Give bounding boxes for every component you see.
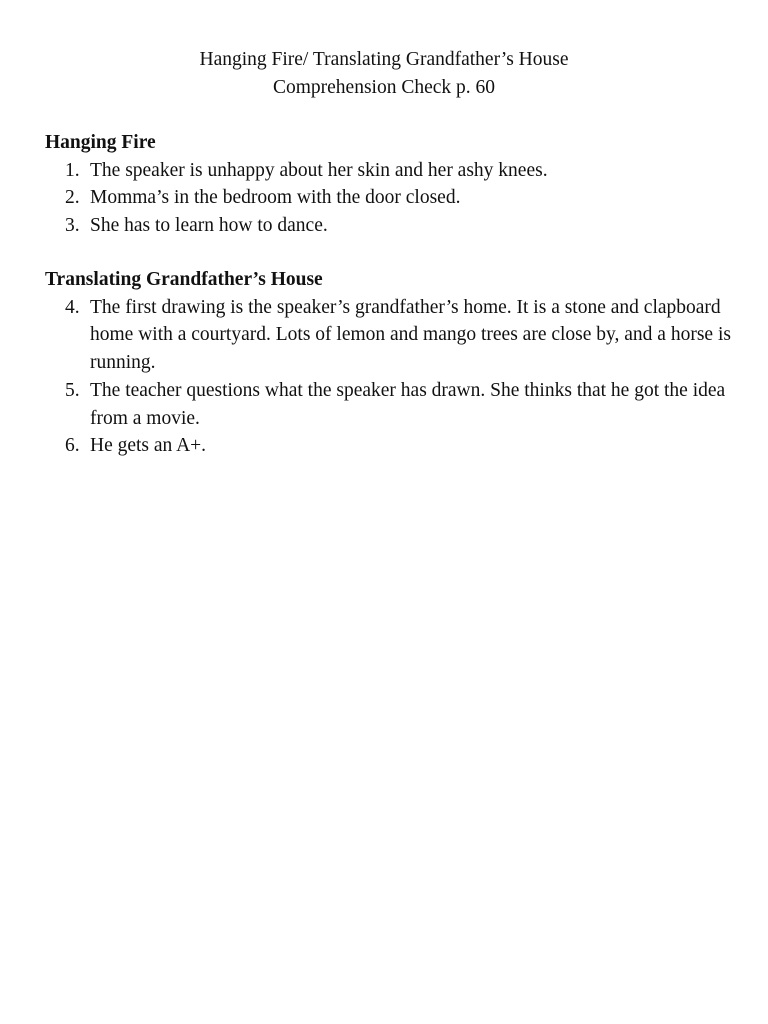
section-hanging-fire: [45, 129, 735, 240]
answer-list: [45, 157, 735, 240]
item-text: The teacher questions what the speaker has drawn. She thinks that he got the idea from a movie.: [90, 379, 726, 429]
list-item: [45, 377, 735, 432]
list-item: [45, 184, 735, 212]
item-number: 3.: [65, 215, 80, 237]
item-text: Momma’s in the bedroom with the door closed.: [90, 187, 461, 209]
item-number: 6.: [65, 435, 80, 457]
answer-list: [45, 294, 735, 460]
item-text: The speaker is unhappy about her skin and her ashy knees.: [90, 159, 548, 181]
document-title: [0, 46, 768, 102]
item-number: 4.: [65, 296, 80, 318]
item-text: The first drawing is the speaker’s grandfather’s home. It is a stone and clapboard home with a courtyard. Lots of lemon and mango trees are close by, and a horse is running.: [90, 296, 731, 374]
list-item: [45, 294, 735, 377]
section-heading: Translating Grandfather’s House: [45, 269, 323, 290]
item-number: 1.: [65, 159, 80, 181]
section-heading: Hanging Fire: [45, 132, 156, 153]
title-line-1: Hanging Fire/ Translating Grandfather’s House: [199, 49, 569, 70]
list-item: [45, 432, 735, 460]
list-item: [45, 212, 735, 240]
item-number: 2.: [65, 187, 80, 209]
item-text: She has to learn how to dance.: [90, 215, 328, 237]
title-line-2: Comprehension Check p. 60: [272, 77, 496, 98]
item-text: He gets an A+.: [90, 435, 207, 457]
item-number: 5.: [65, 379, 80, 401]
list-item: [45, 157, 735, 185]
section-translating-grandfathers-house: [45, 266, 735, 460]
